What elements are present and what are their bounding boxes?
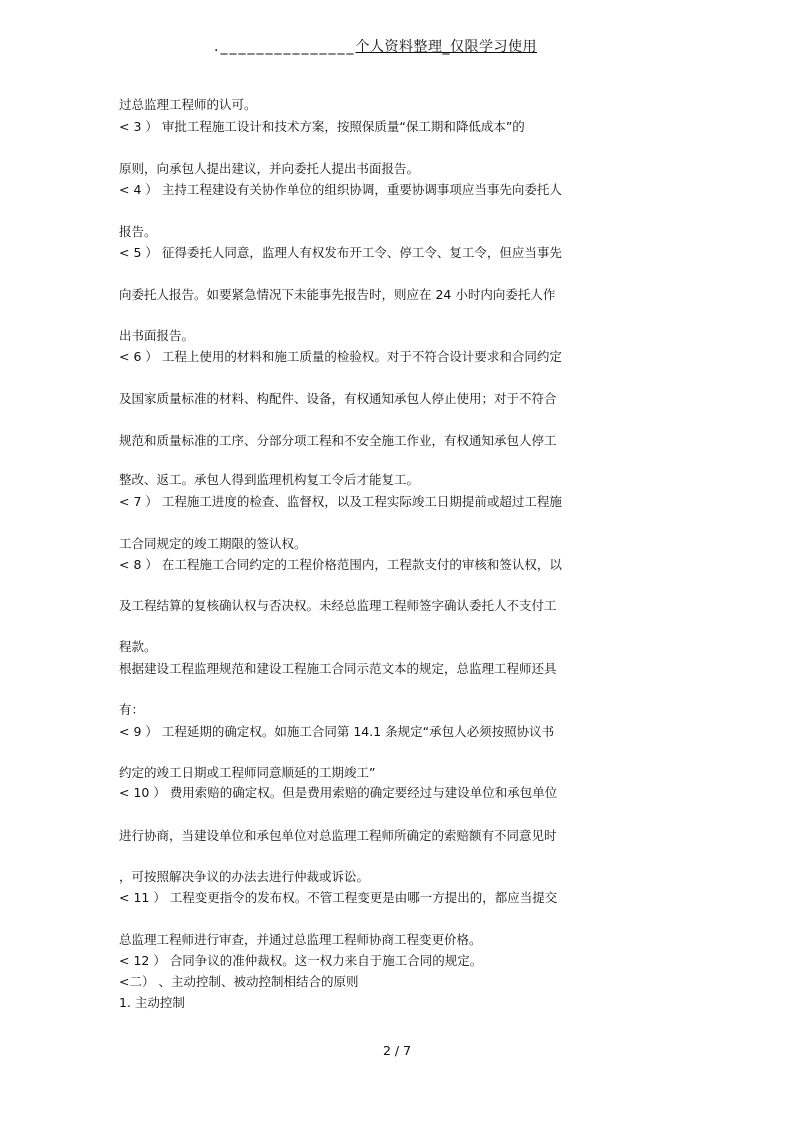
header-dashes: ._______________ xyxy=(214,39,356,55)
body-line: 原则，向承包人提出建议，并向委托人提出书面报告。 xyxy=(119,161,420,176)
body-line: 约定的竣工日期或工程师同意顺延的工期竣工” xyxy=(119,765,376,780)
body-line: 及工程结算的复核确认权与否决权。未经总监理工程师签字确认委托人不支付工 xyxy=(119,598,557,613)
body-line: < 4 ） 主持工程建设有关协作单位的组织协调，重要协调事项应当事先向委托人 xyxy=(119,182,562,197)
body-line: 有： xyxy=(119,702,145,717)
body-line: 总监理工程师进行审查，并通过总监理工程师协商工程变更价格。 xyxy=(119,932,482,947)
page-header xyxy=(214,36,537,56)
body-line: 及国家质量标准的材料、构配件、设备，有权通知承包人停止使用；对于不符合 xyxy=(119,391,557,406)
body-line: 向委托人报告。如要紧急情况下未能事先报告时，则应在 24 小时内向委托人作 xyxy=(119,287,556,302)
body-line: < 12 ） 合同争议的准仲裁权。这一权力来自于施工合同的规定。 xyxy=(119,953,483,968)
body-line: < 9 ） 工程延期的确定权。如施工合同第 14.1 条规定“承包人必须按照协议书 xyxy=(119,724,555,739)
body-line: < 8 ） 在工程施工合同约定的工程价格范围内，工程款支付的审核和签认权，以 xyxy=(119,557,562,572)
body-line: 进行协商，当建设单位和承包单位对总监理工程师所确定的索赔额有不同意见时 xyxy=(119,828,557,843)
body-line: 整改、返工。承包人得到监理机构复工令后才能复工。 xyxy=(119,472,420,487)
body-line: 出书面报告。 xyxy=(119,328,195,343)
body-line: < 11 ） 工程变更指令的发布权。不管工程变更是由哪一方提出的，都应当提交 xyxy=(119,890,558,905)
header-title: 个人资料整理_仅限学习使用 xyxy=(355,39,537,55)
body-line: 工合同规定的竣工期限的签认权。 xyxy=(119,536,307,551)
body-line: 规范和质量标准的工序、分部分项工程和不安全施工作业，有权通知承包人停工 xyxy=(119,433,557,448)
body-line: 报告。 xyxy=(119,224,157,239)
page-number: 2 / 7 xyxy=(382,1043,412,1058)
body-line: < 10 ） 费用索赔的确定权。但是费用索赔的确定要经过与建设单位和承包单位 xyxy=(119,785,558,800)
body-line: 程款。 xyxy=(119,639,157,654)
body-line: 1. 主动控制 xyxy=(119,995,185,1010)
body-line: < 6 ） 工程上使用的材料和施工质量的检验权。对于不符合设计要求和合同约定 xyxy=(119,349,562,364)
body-line: <二） 、主动控制、被动控制相结合的原则 xyxy=(119,974,359,989)
body-line: < 7 ） 工程施工进度的检查、监督权，以及工程实际竣工日期提前或超过工程施 xyxy=(119,494,562,509)
body-line: 根据建设工程监理规范和建设工程施工合同示范文本的规定，总监理工程师还具 xyxy=(119,661,557,676)
body-line: < 3 ） 审批工程施工设计和技术方案，按照保质量“保工期和降低成本”的 xyxy=(119,119,525,134)
body-line: 过总监理工程师的认可。 xyxy=(119,97,257,112)
body-line: ，可按照解决争议的办法去进行仲裁或诉讼。 xyxy=(119,869,370,884)
body-line: < 5 ） 征得委托人同意，监理人有权发布开工令、停工令、复工令，但应当事先 xyxy=(119,245,562,260)
